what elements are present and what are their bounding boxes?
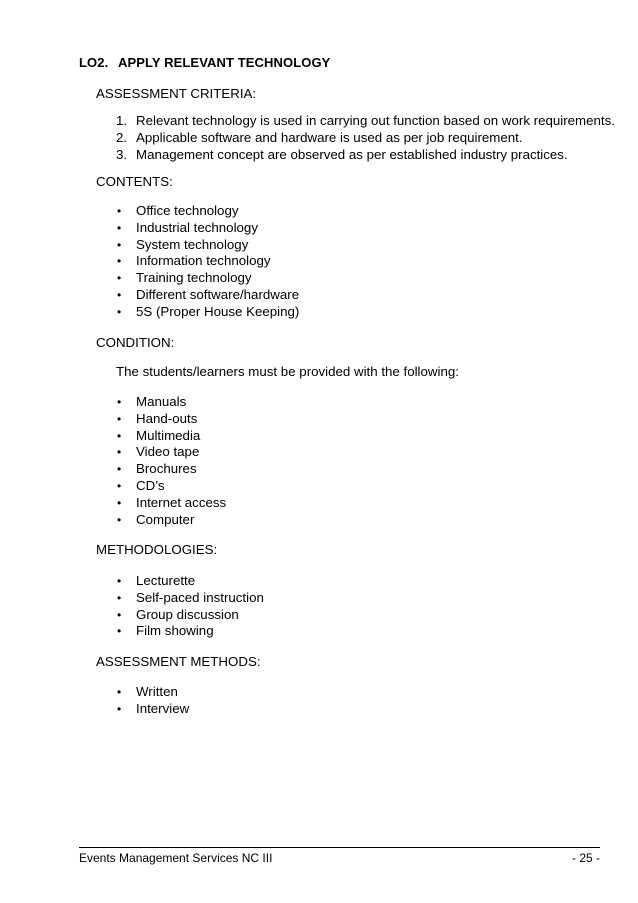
list-item: • Group discussion — [117, 606, 239, 622]
criteria-text: Applicable software and hardware is used as per job requirement. — [136, 129, 523, 145]
list-item: • System technology — [117, 236, 249, 252]
bullet-icon: • — [117, 512, 122, 527]
list-item: • Industrial technology — [117, 219, 258, 235]
list-item: • Information technology — [117, 253, 271, 269]
list-item: • Training technology — [117, 270, 252, 286]
bullet-icon: • — [117, 411, 122, 426]
contents-list — [116, 203, 299, 321]
list-item: • Different software/hardware — [117, 286, 300, 302]
list-item: • Brochures — [117, 461, 197, 477]
bullet-icon: • — [117, 685, 122, 699]
list-item: • CD’s — [117, 477, 165, 493]
bullet-icon: • — [117, 254, 122, 269]
assessment-methods-label: ASSESSMENT METHODS: — [96, 654, 261, 669]
list-item: • Film showing — [117, 623, 214, 639]
criteria-item — [116, 130, 615, 147]
bullet-icon: • — [117, 220, 122, 235]
bullet-icon: • — [117, 701, 122, 716]
heading-number: LO2. — [79, 55, 109, 70]
assessment-criteria-list — [116, 113, 615, 163]
footer-divider — [79, 847, 600, 848]
list-item: • Self-paced instruction — [117, 589, 264, 605]
list-item: • Computer — [117, 511, 195, 527]
heading-title: APPLY RELEVANT TECHNOLOGY — [118, 55, 331, 70]
list-item: • Hand-outs — [117, 410, 198, 426]
condition-intro: The students/learners must be provided with the following: — [116, 364, 459, 379]
bullet-icon: • — [117, 624, 122, 639]
bullet-icon: • — [117, 478, 122, 493]
criteria-number: 1. — [116, 113, 128, 128]
methodologies-list — [116, 573, 264, 640]
bullet-icon: • — [117, 304, 122, 319]
methodologies-label: METHODOLOGIES: — [96, 542, 218, 557]
list-item: • Video tape — [117, 444, 200, 460]
criteria-number: 3. — [116, 146, 128, 162]
bullet-icon: • — [117, 395, 122, 409]
bullet-icon: • — [117, 495, 122, 510]
bullet-icon: • — [117, 271, 122, 286]
bullet-icon: • — [117, 590, 122, 605]
footer-title: Events Management Services NC III — [79, 851, 273, 865]
bullet-icon: • — [117, 237, 122, 252]
assessment-criteria-label: ASSESSMENT CRITERIA: — [96, 86, 257, 101]
criteria-item — [116, 147, 615, 164]
condition-label: CONDITION: — [96, 335, 175, 350]
bullet-icon: • — [117, 428, 122, 443]
list-item: • Manuals — [117, 394, 187, 409]
criteria-text: Relevant technology is used in carrying out function based on work requirements. — [136, 113, 615, 128]
bullet-icon: • — [117, 574, 122, 588]
list-item: • Internet access — [117, 494, 227, 510]
list-item: • Interview — [117, 700, 190, 716]
list-item: • Multimedia — [117, 427, 201, 443]
bullet-icon: • — [117, 607, 122, 622]
criteria-item — [116, 113, 615, 130]
list-item: • 5S (Proper House Keeping) — [117, 303, 300, 319]
list-item: • Office technology — [117, 203, 239, 218]
condition-list — [116, 394, 226, 528]
bullet-icon: • — [117, 462, 122, 477]
bullet-icon: • — [117, 445, 122, 460]
page-number: - 25 - — [571, 851, 600, 865]
criteria-number: 2. — [116, 129, 128, 145]
contents-label: CONTENTS: — [96, 174, 173, 189]
bullet-icon: • — [117, 204, 122, 218]
list-item: • Lecturette — [117, 573, 196, 588]
list-item: • Written — [117, 684, 178, 699]
criteria-text: Management concept are observed as per established industry practices. — [136, 146, 568, 162]
learning-outcome-heading — [79, 55, 330, 70]
bullet-icon: • — [117, 287, 122, 302]
assessment-methods-list — [116, 684, 189, 718]
